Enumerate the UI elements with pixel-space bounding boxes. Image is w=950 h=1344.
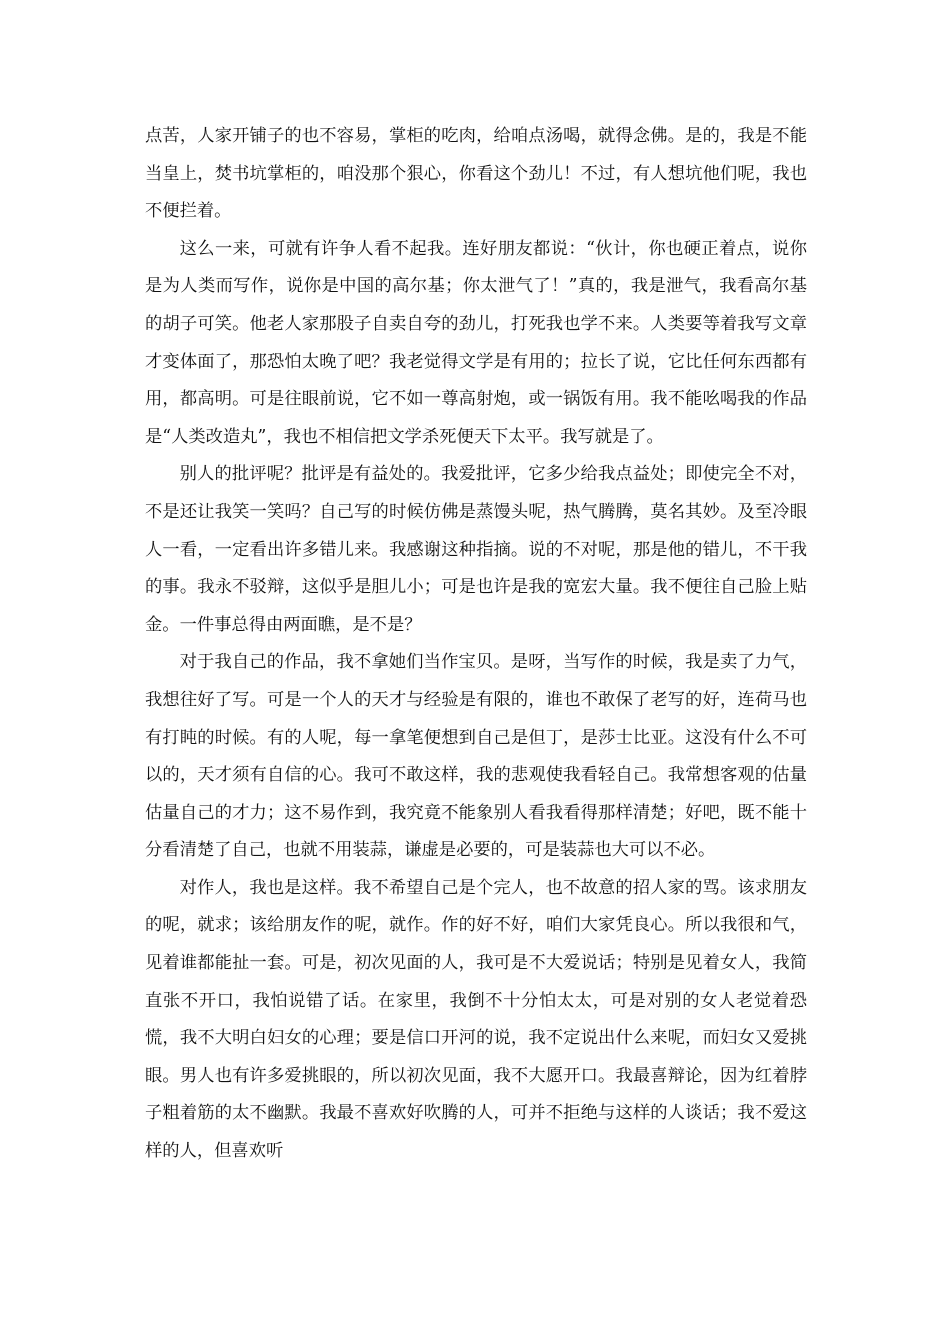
paragraph: 对于我自己的作品，我不拿她们当作宝贝。是呀，当写作的时候，我是卖了力气，我想往好了写。可是一个人的天才与经验是有限的，谁也不敢保了老写的好，连荷马也有打盹的时候。有的人呢，每一拿笔便想到自己是但丁，是莎士比亚。这没有什么不可以的，天才须有自信的心。我可不敢这样，我的悲观使我看轻自己。我常想客观的估量估量自己的才力；这不易作到，我究竟不能象别人看我看得那样清楚；好吧，既不能十分看清楚了自己，也就不用装蒜，谦虚是必要的，可是装蒜也大可以不必。 (145, 652, 807, 861)
paragraph-continued: 点苦，人家开铺子的也不容易，掌柜的吃肉，给咱点汤喝，就得念佛。是的，我是不能当皇上，焚书坑掌柜的，咱没那个狠心，你看这个劲儿！不过，有人想坑他们呢，我也不便拦着。 (145, 126, 807, 222)
body-text (145, 118, 807, 1171)
paragraph: 这么一来，可就有许争人看不起我。连好朋友都说：“伙计，你也硬正着点，说你是为人类而写作，说你是中国的高尔基；你太泄气了！”真的，我是泄气，我看高尔基的胡子可笑。他老人家那股子自卖自夸的劲儿，打死我也学不来。人类要等着我写文章才变体面了，那恐怕太晚了吧？我老觉得文学是有用的；拉长了说，它比任何东西都有用，都高明。可是往眼前说，它不如一尊高射炮，或一锅饭有用。我不能吆喝我的作品是“人类改造丸”，我也不相信把文学杀死便天下太平。我写就是了。 (145, 238, 807, 447)
paragraph: 对作人，我也是这样。我不希望自己是个完人，也不故意的招人家的骂。该求朋友的呢，就求；该给朋友作的呢，就作。作的好不好，咱们大家凭良心。所以我很和气，见着谁都能扯一套。可是，初次见面的人，我可是不大爱说话；特别是见着女人，我简直张不开口，我怕说错了话。在家里，我倒不十分怕太太，可是对别的女人老觉着恐慌，我不大明白妇女的心理；要是信口开河的说，我不定说出什么来呢，而妇女又爱挑眼。男人也有许多爱挑眼的，所以初次见面，我不大愿开口。我最喜辩论，因为红着脖子粗着筋的太不幽默。我最不喜欢好吹腾的人，可并不拒绝与这样的人谈话；我不爱这样的人，但喜欢听 (145, 877, 807, 1162)
paragraph: 别人的批评呢？批评是有益处的。我爱批评，它多少给我点益处；即使完全不对，不是还让我笑一笑吗？自己写的时候仿佛是蒸馒头呢，热气腾腾，莫名其妙。及至冷眼人一看，一定看出许多错儿来。我感谢这种指摘。说的不对呢，那是他的错儿，不干我的事。我永不驳辩，这似乎是胆儿小；可是也许是我的宽宏大量。我不便往自己脸上贴金。一件事总得由两面瞧，是不是？ (145, 464, 807, 635)
